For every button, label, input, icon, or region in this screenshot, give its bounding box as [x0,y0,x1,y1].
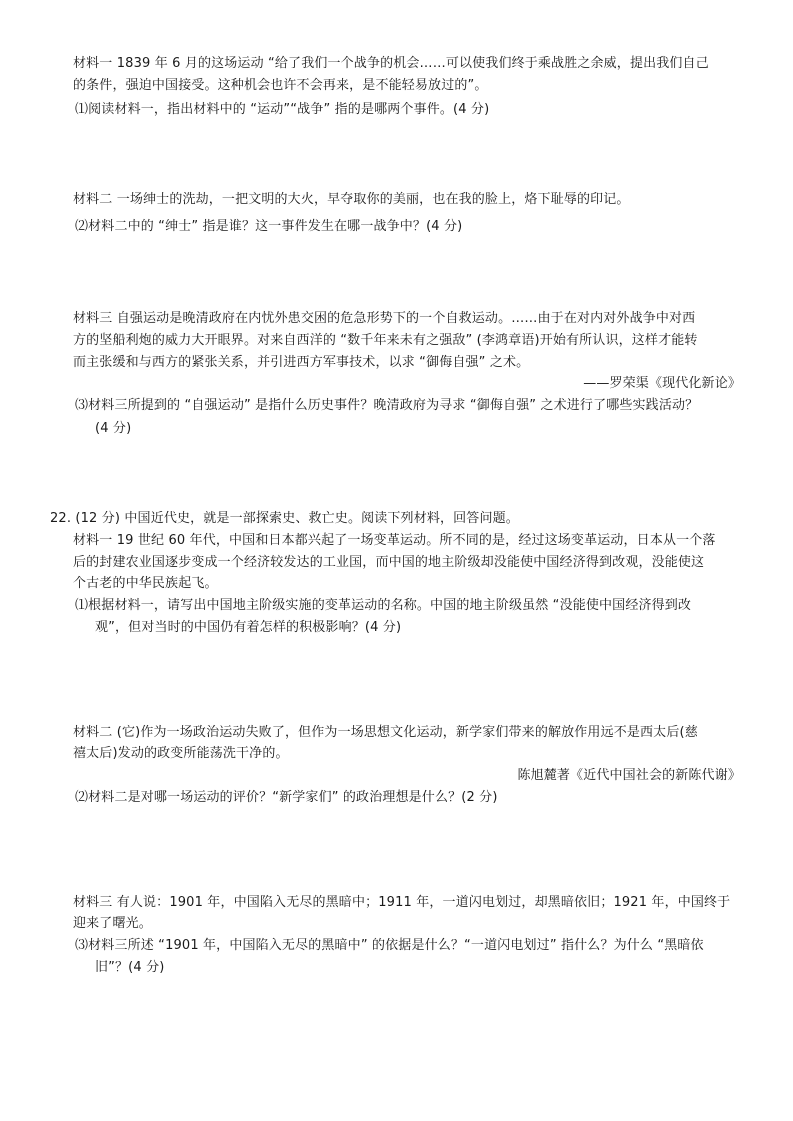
q21-material-1-line-2: 的条件，强迫中国接受。这种机会也许不会再来，是不能轻易放过的”。 [73,78,488,93]
q21-question-2: ⑵材料二中的 “绅士” 指是谁？这一事件发生在哪一战争中？(4 分) [75,219,463,234]
q22-question-2: ⑵材料二是对哪一场运动的评价？“新学家们” 的政治理想是什么？(2 分) [75,790,498,805]
q22-material-3-line-2: 迎来了曙光。 [73,916,152,931]
q22-material-1-line-2: 后的封建农业国逐步变成一个经济较发达的工业国，而中国的地主阶级却没能使中国经济得到改观，没能使这 [73,555,705,570]
q22-material-1-line-3: 个古老的中华民族起飞。 [73,576,218,591]
q21-material-3-line-3: 而主张缓和与西方的紧张关系，并引进西方军事技术，以求 “御侮自强” 之术。 [73,355,530,370]
q21-question-1: ⑴阅读材料一，指出材料中的 “运动”“战争” 指的是哪两个事件。(4 分) [75,102,490,117]
q22-material-2-source: 陈旭麓著《近代中国社会的新陈代谢》 [517,768,741,783]
q22-material-3-line-1: 材料三 有人说：1901 年，中国陷入无尽的黑暗中；1911 年，一道闪电划过，却黑暗依旧；1921 年，中国终于 [73,895,731,910]
q21-question-3-line-1: ⑶材料三所提到的 “自强运动” 是指什么历史事件？晚清政府为寻求 “御侮自强” 之术进行了哪些实践活动？ [75,398,699,413]
q21-material-3-source: ——罗荣渠《现代化新论》 [583,376,741,391]
q21-question-3-line-2: (4 分) [95,421,132,436]
q21-material-3-line-2: 方的坚船利炮的威力大开眼界。对来自西洋的 “数千年来未有之强敌” (李鸿章语)开始有所认识，这样才能转 [73,333,698,348]
q22-material-1-line-1: 材料一 19 世纪 60 年代，中国和日本都兴起了一场变革运动。所不同的是，经过这场变革运动，日本从一个落 [73,533,716,548]
q21-material-1-line-1: 材料一 1839 年 6 月的这场运动 “给了我们一个战争的机会……可以使我们终于乘战胜之余威，提出我们自己 [73,56,709,71]
q22-question-1-line-2: 观”，但对当时的中国仍有着怎样的积极影响？(4 分) [95,620,402,635]
q22-header: 22. (12 分) 中国近代史，就是一部探索史、救亡史。阅读下列材料，回答问题。 [50,511,519,526]
q22-material-2-line-1: 材料二 (它)作为一场政治运动失败了，但作为一场思想文化运动，新学家们带来的解放作用远不是西太后(慈 [73,725,698,740]
q21-material-2-line-1: 材料二 一场绅士的洗劫，一把文明的大火，早夺取你的美丽，也在我的脸上，烙下耻辱的印记。 [73,192,630,207]
q22-question-3-line-1: ⑶材料三所述 “1901 年，中国陷入无尽的黑暗中” 的依据是什么？“一道闪电划过” 指什么？为什么 “黑暗依 [75,938,704,953]
q22-material-2-line-2: 禧太后)发动的政变所能荡洗干净的。 [73,746,289,761]
q22-question-3-line-2: 旧”？(4 分) [95,960,165,975]
q21-material-3-line-1: 材料三 自强运动是晚清政府在内忧外患交困的危急形势下的一个自救运动。……由于在对内对外战争中对西 [73,311,696,326]
q22-question-1-line-1: ⑴根据材料一，请写出中国地主阶级实施的变革运动的名称。中国的地主阶级虽然 “没能使中国经济得到改 [75,598,692,613]
